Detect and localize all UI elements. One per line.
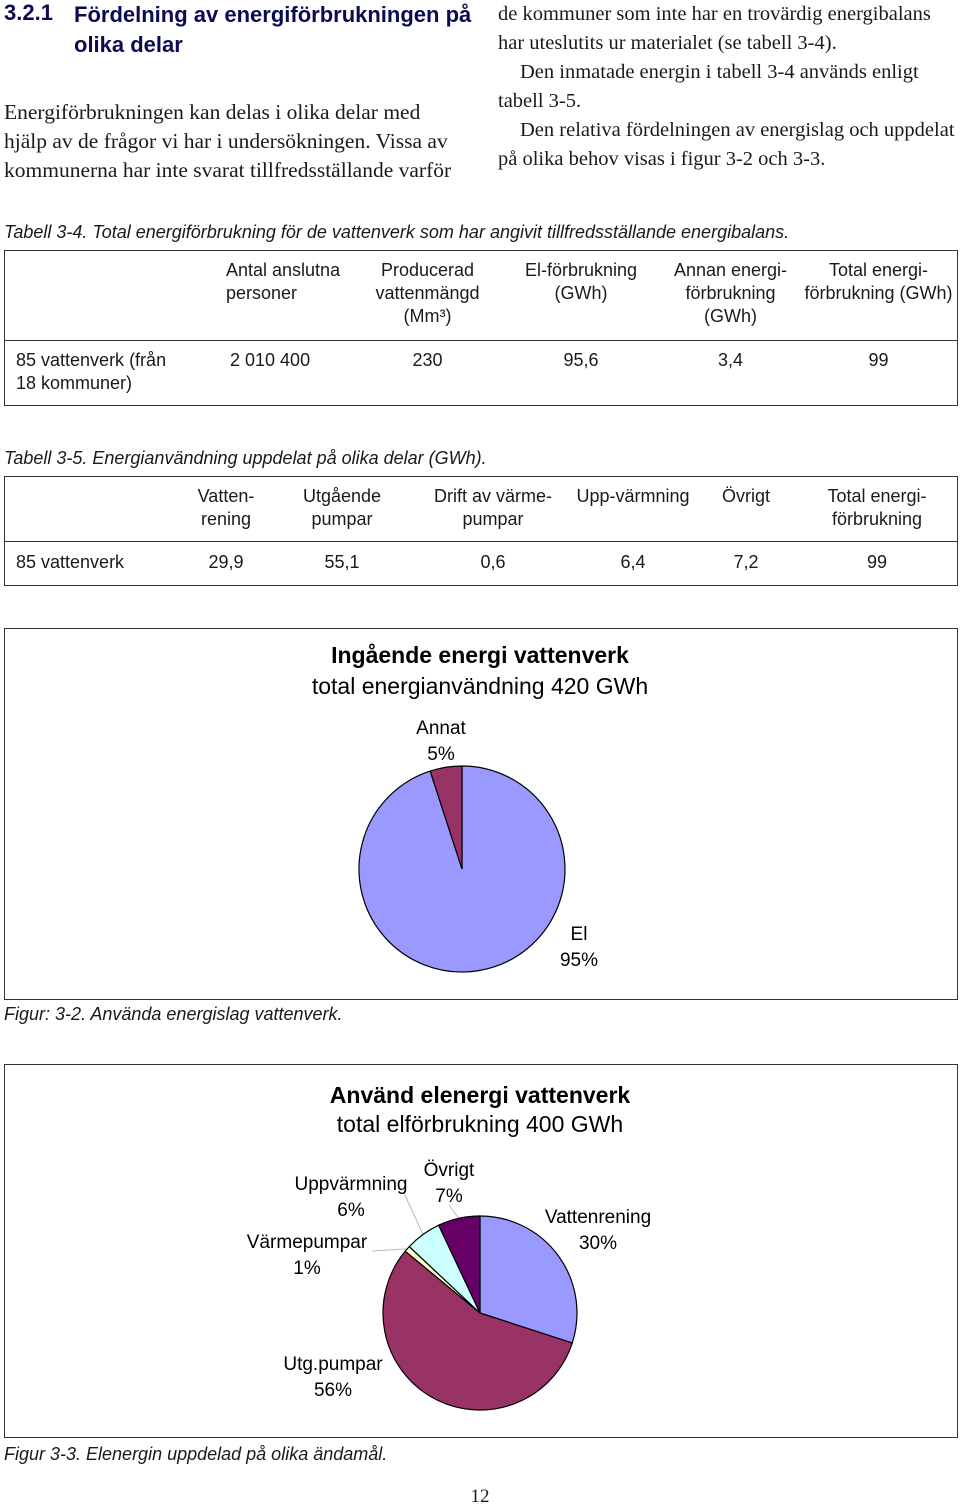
chart-2-label-uppvarmning — [283, 1172, 419, 1224]
cell-el: 95,6 — [563, 350, 599, 370]
chart-2-label-utgpumpar — [273, 1352, 393, 1404]
label-name: Uppvärmning — [294, 1174, 408, 1195]
label-name: Övrigt — [423, 1160, 475, 1181]
row-label: 85 vattenverk (från 18 kommuner) — [16, 350, 167, 393]
chart-2-subtitle: total elförbrukning 400 GWh — [336, 1111, 624, 1137]
chart-2-title: Använd elenergi vattenverk — [329, 1082, 631, 1108]
cell-heating: 6,4 — [620, 552, 646, 572]
section-title: Fördelning av energiförbrukningen på olika delar — [74, 2, 472, 57]
col-header-total: Total energi-förbrukning (GWh) — [804, 260, 953, 303]
col-header-outgoing-pumps: Utgående pumpar — [302, 486, 382, 529]
body-paragraph-right-1: de kommuner som inte har en trovärdig energibalans har uteslutits ur materialet (se tabell 3-4). — [498, 3, 931, 54]
cell-persons: 2 010 400 — [230, 350, 311, 370]
body-paragraph-right-3: Den relativa fördelningen av energislag och uppdelat på olika behov visas i figur 3-2 och 3-3. — [498, 119, 955, 170]
section-number: 3.2.1 — [4, 0, 53, 25]
chart-1-subtitle: total energianvändning 420 GWh — [311, 673, 649, 699]
col-header-persons: Antal anslutna personer — [226, 260, 341, 303]
chart-2-label-ovrigt — [409, 1158, 489, 1210]
col-header-volume: Producerad vattenmängd (Mm³) — [375, 260, 480, 326]
cell-total: 99 — [868, 350, 889, 370]
label-percent: 56% — [313, 1380, 353, 1401]
table-3-4-caption: Tabell 3-4. Total energiförbrukning för de vattenverk som har angivit tillfredsställande energibalans. — [4, 222, 790, 242]
label-percent: 30% — [578, 1233, 618, 1254]
cell-water-treatment: 29,9 — [208, 552, 244, 572]
col-header-water-treatment: Vatten-rening — [197, 486, 255, 529]
cell-volume: 230 — [412, 350, 443, 370]
label-percent: 5% — [427, 744, 455, 765]
label-percent: 6% — [337, 1200, 365, 1221]
label-name: Vattenrening — [544, 1207, 652, 1228]
col-header-heat-pumps: Drift av värme-pumpar — [433, 486, 552, 529]
col-header-total: Total energi-förbrukning — [827, 486, 927, 529]
row-label: 85 vattenverk — [16, 552, 125, 572]
figure-3-3-caption: Figur 3-3. Elenergin uppdelad på olika ändamål. — [4, 1444, 388, 1464]
chart-2-label-vattenrening — [532, 1205, 664, 1257]
figure-3-2-caption: Figur: 3-2. Använda energislag vattenverk. — [4, 1004, 343, 1024]
col-header-other-energy: Annan energi-förbrukning (GWh) — [673, 260, 788, 326]
col-header-other: Övrigt — [721, 486, 770, 506]
body-paragraph-right-2: Den inmatade energin i tabell 3-4 används enligt tabell 3-5. — [498, 61, 919, 112]
leader-line-v-rmepumpar — [372, 1249, 407, 1251]
col-header-heating: Upp-värmning — [576, 486, 690, 506]
page-number: 12 — [470, 1486, 490, 1507]
body-paragraph-left: Energiförbrukningen kan delas i olika delar med hjälp av de frågor vi har i undersökningen. Vissa av kommunerna har inte svarat tillfredsställande varför — [4, 100, 452, 182]
label-name: Annat — [416, 718, 466, 739]
label-name: Utg.pumpar — [283, 1354, 383, 1375]
cell-other-energy: 3,4 — [717, 350, 744, 370]
cell-other: 7,2 — [733, 552, 759, 572]
label-percent: 95% — [559, 950, 599, 971]
cell-outgoing-pumps: 55,1 — [324, 552, 360, 572]
table-3-5-caption: Tabell 3-5. Energianvändning uppdelat på olika delar (GWh). — [4, 448, 487, 468]
label-percent: 7% — [435, 1186, 463, 1207]
col-header-el: El-förbrukning (GWh) — [524, 260, 638, 303]
chart-2-label-varmepumpar — [237, 1230, 377, 1282]
cell-total: 99 — [866, 552, 888, 572]
label-name: Värmepumpar — [246, 1232, 368, 1253]
label-percent: 1% — [293, 1258, 321, 1279]
cell-heat-pumps: 0,6 — [480, 552, 506, 572]
chart-1-title: Ingående energi vattenverk — [331, 642, 629, 668]
label-name: El — [570, 924, 588, 945]
